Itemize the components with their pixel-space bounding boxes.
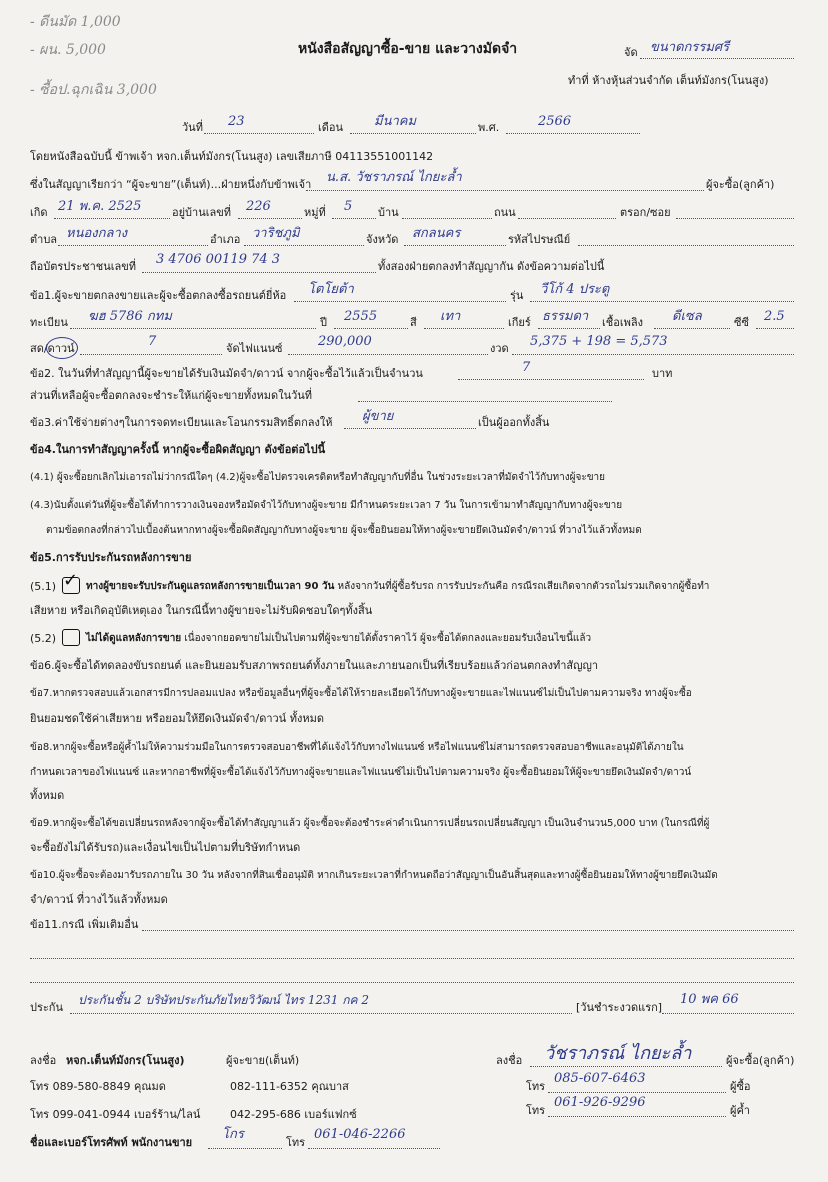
finance-label: จัดไฟแนนซ์ <box>226 342 283 355</box>
buyer-signature: วัชราภรณ์ ไกยะล้ำ <box>544 1043 692 1064</box>
clause1-text: ข้อ1.ผู้จะขายตกลงขายและผู้จะซื้อตกลงซื้อรถยนต์ยี่ห้อ <box>30 289 287 302</box>
car-brand: โตโยต้า <box>308 282 354 297</box>
seller-role: ผู้จะขาย(เต็นท์) <box>226 1054 300 1067</box>
month-value: มีนาคม <box>374 114 417 129</box>
clause5-1-rest: หลังจากวันที่ผู้ซื้อรับรถ การรับประกันคือ กรณีรถเสียเกิดจากตัวรถไม่รวมเกิดจากผู้ซื้อทำ <box>334 581 710 592</box>
month-label: เดือน <box>318 121 344 134</box>
phone-1: โทร 089-580-8849 คุณมด <box>30 1080 166 1093</box>
margin-note-2: - ผน. 5,000 <box>30 42 106 58</box>
seller-sign-label: ลงชื่อ <box>30 1054 57 1067</box>
clause9b: จะซื้อยังไม่ได้รับรถ)และเงื่อนไขเป็นไปตามที่บริษัทกำหนด <box>30 841 301 854</box>
gear-value: ธรรมดา <box>542 309 589 324</box>
phone-2: 082-111-6352 คุณบาส <box>230 1080 349 1093</box>
moo-value: 5 <box>344 199 353 214</box>
id-value: 3 4706 00119 74 3 <box>156 252 281 267</box>
staff-label: ชื่อและเบอร์โทรศัพท์ พนักงานขาย <box>30 1136 193 1149</box>
house-label: อยู่บ้านเลขที่ <box>172 206 232 219</box>
clause3-payer: ผู้ขาย <box>362 409 394 424</box>
no-warranty-checkbox[interactable] <box>62 629 80 646</box>
clause11: ข้อ11.กรณี เพิ่มเติมอื่น <box>30 918 139 931</box>
province-label: จังหวัด <box>366 233 399 246</box>
province-value: สกลนคร <box>412 226 461 241</box>
village-label: บ้าน <box>378 206 399 219</box>
clause9a: ข้อ9.หากผู้จะซื้อได้ขอเปลี่ยนรถหลังจากผู้จะซื้อได้ทำสัญญาแล้ว ผู้จะซื้อจะต้องชำระค่าดำเนินการเปลี่ยนรถเปลี่ยนสัญญา เป็นเงินจำนวน5,000 บาท (ในกรณีที่ผู้ <box>30 818 710 829</box>
place-label: จัด <box>624 46 638 59</box>
clause6: ข้อ6.ผู้จะซื้อได้ทดลองขับรถยนต์ และยินยอมรับสภาพรถยนต์ทั้งภายในและภายนอกเป็นที่เรียบร้อยแล้วก่อนตกลงทำสัญญา <box>30 659 599 672</box>
clause5-1b: เสียหาย หรือเกิดอุบัติเหตุเอง ในกรณีนี้ทางผู้ขายจะไม่รับผิดชอบใดๆทั้งสิ้น <box>30 604 373 617</box>
id-label: ถือบัตรประชาชนเลขที่ <box>30 260 136 273</box>
guarantor-phone: 061-926-9296 <box>554 1095 646 1110</box>
gear-label: เกียร์ <box>508 316 531 329</box>
clause2-text: ข้อ2. ในวันที่ทำสัญญานี้ผู้จะขายได้รับเงินมัดจำ/ดาวน์ จากผู้จะซื้อไว้แล้วเป็นจำนวน <box>30 367 423 380</box>
staff-name: โกร <box>222 1127 244 1142</box>
installment-value: 5,375 + 198 = 5,573 <box>530 334 668 349</box>
buyer-tel-label: โทร <box>526 1080 546 1093</box>
place-value: ขนาดกรรมศรี <box>650 40 730 55</box>
fuel-value: ดีเซล <box>672 309 702 324</box>
deposit-amount: 7 <box>522 360 531 375</box>
year-model-value: 2555 <box>344 309 378 324</box>
clause5-1-bold: ทางผู้ขายจะรับประกันดูแลรถหลังการขายเป็นเวลา 90 วัน <box>86 581 335 592</box>
buyer-role: ผู้จะซื้อ(ลูกค้า) <box>706 178 775 191</box>
amphoe-value: วาริชภูมิ <box>252 226 300 241</box>
seller-line: โดยหนังสือฉบับนี้ ข้าพเจ้า หจก.เต็นท์มังกร(โนนสูง) เลขเสียภาษี 04113551001142 <box>30 150 434 163</box>
clause8a: ข้อ8.หากผู้จะซื้อหรือผู้ค้ำไม่ให้ความร่วมมือในการตรวจสอบอาชีพที่ได้แจ้งไว้กับทางไฟแนนซ์ หรือไฟแนนซ์ไม่สามารถตรวจสอบอาชีพและอนุมัติได้ภายใน <box>30 742 684 753</box>
made-at: ทำที่ ห้างหุ้นส่วนจำกัด เต็นท์มังกร(โนนสูง) <box>568 74 769 87</box>
buyer-phone-role: ผู้ซื้อ <box>730 1080 751 1093</box>
staff-tel-label: โทร <box>286 1136 306 1149</box>
phone-3: โทร 099-041-0944 เบอร์ร้าน/ไลน์ <box>30 1108 201 1121</box>
margin-note-1: - ดีนมัด 1,000 <box>30 14 121 30</box>
clause5-2-num: (5.2) <box>30 632 57 645</box>
fuel-label: เชื้อเพลิง <box>602 316 643 329</box>
day-label: วันที่ <box>182 121 203 134</box>
staff-phone: 061-046-2266 <box>314 1127 406 1142</box>
clause5-2-text <box>86 632 591 646</box>
first-due-label: [วันชำระงวดแรก] <box>576 1001 663 1014</box>
day-value: 23 <box>228 114 245 129</box>
amphoe-label: อำเภอ <box>210 233 241 246</box>
clause7a: ข้อ7.หากตรวจสอบแล้วเอกสารมีการปลอมแปลง หรือข้อมูลอื่นๆที่ผู้จะซื้อได้ให้รายละเอียดไว้กับทางผู้จะขายและไฟแนนซ์ไม่เป็นไปตามความจริง ทางผู้จะซื้อ <box>30 688 692 699</box>
buyer-name: น.ส. วัชราภรณ์ ไกยะล้ำ <box>326 170 462 185</box>
clause4-1: (4.1) ผู้จะซื้อยกเลิกไม่เอารถไม่ว่ากรณีใดๆ (4.2)ผู้จะซื้อไปตรวจเครดิตหรือทำสัญญากับที่อื่น ในช่วงระยะเวลาที่มัดจำไว้กับทางผู้จะขาย <box>30 472 606 483</box>
down-value: 7 <box>148 334 157 349</box>
phone-4: 042-295-686 เบอร์แฟกซ์ <box>230 1108 357 1121</box>
buyer-sign-label: ลงชื่อ <box>496 1054 523 1067</box>
buyer-sign-role: ผู้จะซื้อ(ลูกค้า) <box>726 1054 795 1067</box>
clause4-3a: (4.3)นับตั้งแต่วันที่ผู้จะซื้อได้ทำการวางเงินจองหรือมัดจำไว้กับทางผู้จะขาย มีกำหนดระยะเวลา 7 วัน ในการเข้ามาทำสัญญากับทางผู้จะขาย <box>30 500 623 511</box>
down-label: สด/ดาวน์ <box>30 342 75 355</box>
clause5-2-rest: เนื่องจากยอดขายไม่เป็นไปตามที่ผู้จะขายได้ตั้งราคาไว้ ผู้จะซื้อได้ตกลงและยอมรับเงื่อนไขนี้แล้ว <box>181 633 592 644</box>
down-circle-mark <box>46 337 78 359</box>
clause8b: กำหนดเวลาของไฟแนนซ์ และหากอาชีพที่ผู้จะซื้อได้แจ้งไว้กับทางผู้จะขายและไฟแนนซ์ไม่เป็นไปตามความจริง ผู้จะซื้อยินยอมให้ผู้จะขายยึดเงินมัดจำ/ดาวน์ <box>30 767 692 778</box>
guarantor-role: ผู้ค้ำ <box>730 1104 750 1117</box>
clause5-2-bold: ไม่ได้ดูแลหลังการขาย <box>86 633 182 644</box>
clause5-heading: ข้อ5.การรับประกันรถหลังการขาย <box>30 551 192 564</box>
finance-value: 290,000 <box>318 334 372 349</box>
document-title: หนังสือสัญญาซื้อ-ขาย และวางมัดจำ <box>298 41 518 57</box>
first-due-value: 10 พค 66 <box>680 992 739 1007</box>
baht-unit: บาท <box>652 367 673 380</box>
house-value: 226 <box>246 199 271 214</box>
installment-label: งวด <box>490 342 509 355</box>
buyer-phone: 085-607-6463 <box>554 1071 646 1086</box>
clause10a: ข้อ10.ผู้จะซื้อจะต้องมารับรถภายใน 30 วัน หลังจากที่สินเชื่ออนุมัติ หากเกินระยะเวลาที่กำหนดถือว่าสัญญาเป็นอันสิ้นสุดและทางผู้ซื้อยินยอมให้ทางผู้ขายยึดเงินมัด <box>30 870 718 881</box>
clause10b: จำ/ดาวน์ ที่วางไว้แล้วทั้งหมด <box>30 893 168 906</box>
insurance-value: ประกันชั้น 2 บริษัทประกันภัยไทยวิวัฒน์ ไทร 1231 กค 2 <box>78 993 369 1007</box>
id-post: ทั้งสองฝ่ายตกลงทำสัญญากัน ดังข้อความต่อไปนี้ <box>378 260 605 273</box>
clause3-post: เป็นผู้ออกทั้งสิ้น <box>478 416 550 429</box>
margin-note-3: - ซื้อป.ฉุกเฉิน 3,000 <box>30 82 157 98</box>
tambon-value: หนองกลาง <box>66 226 128 241</box>
moo-label: หมู่ที่ <box>304 206 326 219</box>
clause7b: ยินยอมชดใช้ค่าเสียหาย หรือยอมให้ยึดเงินมัดจำ/ดาวน์ ทั้งหมด <box>30 712 324 725</box>
year-value: 2566 <box>538 114 572 129</box>
clause2-remaining: ส่วนที่เหลือผู้จะซื้อตกลงจะชำระให้แก่ผู้จะขายทั้งหมดในวันที่ <box>30 389 313 402</box>
buyer-intro: ซึ่งในสัญญาเรียกว่า “ผู้จะขาย”(เต็นท์)...ฝ่ายหนึ่งกับข้าพเจ้า <box>30 178 312 191</box>
checkmark-icon: ✓ <box>63 570 79 591</box>
clause4-3b: ตามข้อตกลงที่กล่าวไปเบื้องต้นหากทางผู้จะซื้อผิดสัญญากับทางผู้จะขาย ผู้จะซื้อยินยอมให้ทางผู้จะขายยึดเงินมัดจำ/ดาวน์ ที่วางไว้แล้วทั้งหมด <box>46 525 642 536</box>
seller-name: หจก.เต็นท์มังกร(โนนสูง) <box>66 1054 185 1067</box>
clause4-heading: ข้อ4.ในการทำสัญญาครั้งนี้ หากผู้จะซื้อผิดสัญญา ดังข้อต่อไปนี้ <box>30 443 326 456</box>
year-label: พ.ศ. <box>478 121 500 134</box>
tambon-label: ตำบล <box>30 233 58 246</box>
clause8c: ทั้งหมด <box>30 789 65 802</box>
cc-value: 2.5 <box>764 309 785 324</box>
clause5-1-num: (5.1) <box>30 580 57 593</box>
clause3-text: ข้อ3.ค่าใช้จ่ายต่างๆในการจดทะเบียนและโอนกรรมสิทธิ์ตกลงให้ <box>30 416 333 429</box>
model-value: วีโก้ 4 ประตู <box>540 282 610 297</box>
guarantor-tel-label: โทร <box>526 1104 546 1117</box>
model-label: รุ่น <box>510 289 524 302</box>
clause5-1-text <box>86 580 709 594</box>
color-value: เทา <box>440 309 461 324</box>
soi-label: ตรอก/ซอย <box>620 206 671 219</box>
postal-label: รหัสไปรษณีย์ <box>508 233 571 246</box>
road-label: ถนน <box>494 206 516 219</box>
plate-label: ทะเบียน <box>30 316 68 329</box>
birth-value: 21 พ.ค. 2525 <box>58 199 142 214</box>
cc-label: ซีซี <box>734 316 749 329</box>
color-label: สี <box>410 316 417 329</box>
plate-value: ฆฮ 5786 กทม <box>88 309 172 324</box>
birth-label: เกิด <box>30 206 48 219</box>
year-model-label: ปี <box>320 316 327 329</box>
insurance-label: ประกัน <box>30 1001 63 1014</box>
